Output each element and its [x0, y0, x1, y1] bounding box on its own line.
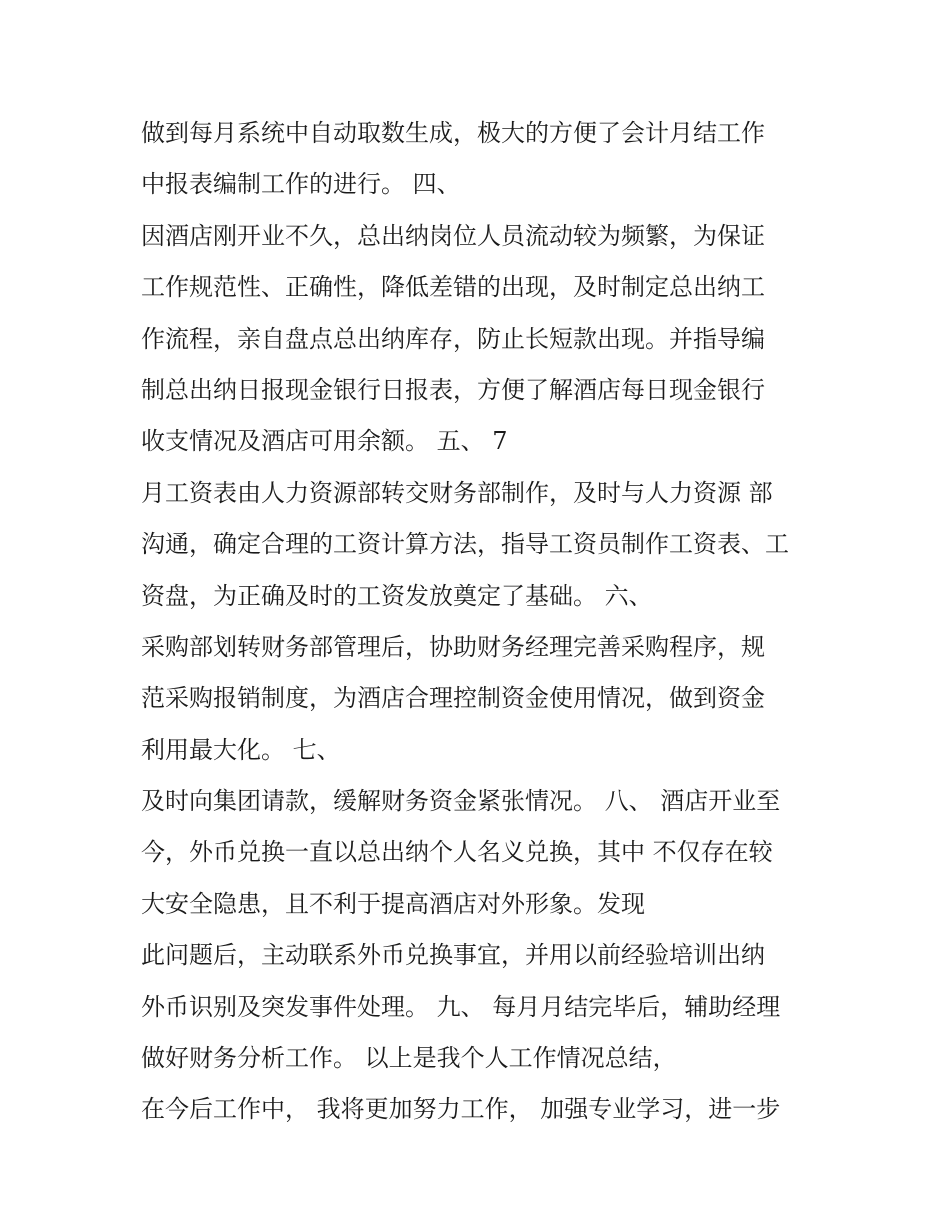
- text-line: 月工资表由人力资源部转交财务部制作，及时与人力资源 部: [141, 478, 773, 507]
- text-line: 作流程，亲自盘点总出纳库存，防止长短款出现。并指导编: [141, 324, 765, 353]
- document-body: [141, 108, 841, 1136]
- text-line: 沟通，确定合理的工资计算方法，指导工资员制作工资表、工: [141, 530, 789, 559]
- text-line: 在今后工作中， 我将更加努力工作， 加强专业学习，进一步: [141, 1095, 781, 1124]
- text-line: 外币识别及突发事件处理。 九、 每月月结完毕后，辅助经理: [141, 992, 781, 1021]
- text-line: 利用最大化。 七、: [141, 735, 341, 764]
- text-line: 中报表编制工作的进行。 四、: [141, 170, 461, 199]
- text-line: 制总出纳日报现金银行日报表，方便了解酒店每日现金银行: [141, 375, 765, 404]
- text-line: 做到每月系统中自动取数生成，极大的方便了会计月结工作: [141, 119, 765, 147]
- text-line: 做好财务分析工作。 以上是我个人工作情况总结，: [141, 1044, 677, 1073]
- text-line: 今，外币兑换一直以总出纳个人名义兑换，其中 不仅存在较: [141, 838, 773, 867]
- text-line: 范采购报销制度，为酒店合理控制资金使用情况，做到资金: [141, 684, 765, 713]
- text-line: 因酒店刚开业不久，总出纳岗位人员流动较为频繁，为保证: [141, 221, 765, 250]
- text-line: 资盘，为正确及时的工资发放奠定了基础。 六、: [141, 581, 653, 610]
- text-line: 此问题后，主动联系外币兑换事宜，并用以前经验培训出纳: [141, 941, 765, 970]
- text-line: 大安全隐患，且不利于提高酒店对外形象。发现: [141, 889, 645, 918]
- text-line: 收支情况及酒店可用余额。 五、 7: [141, 427, 508, 456]
- text-line: 及时向集团请款，缓解财务资金紧张情况。 八、 酒店开业至: [141, 787, 781, 816]
- text-line: 采购部划转财务部管理后，协助财务经理完善采购程序，规: [141, 632, 765, 661]
- text-line: 工作规范性、正确性，降低差错的出现，及时制定总出纳工: [141, 273, 765, 302]
